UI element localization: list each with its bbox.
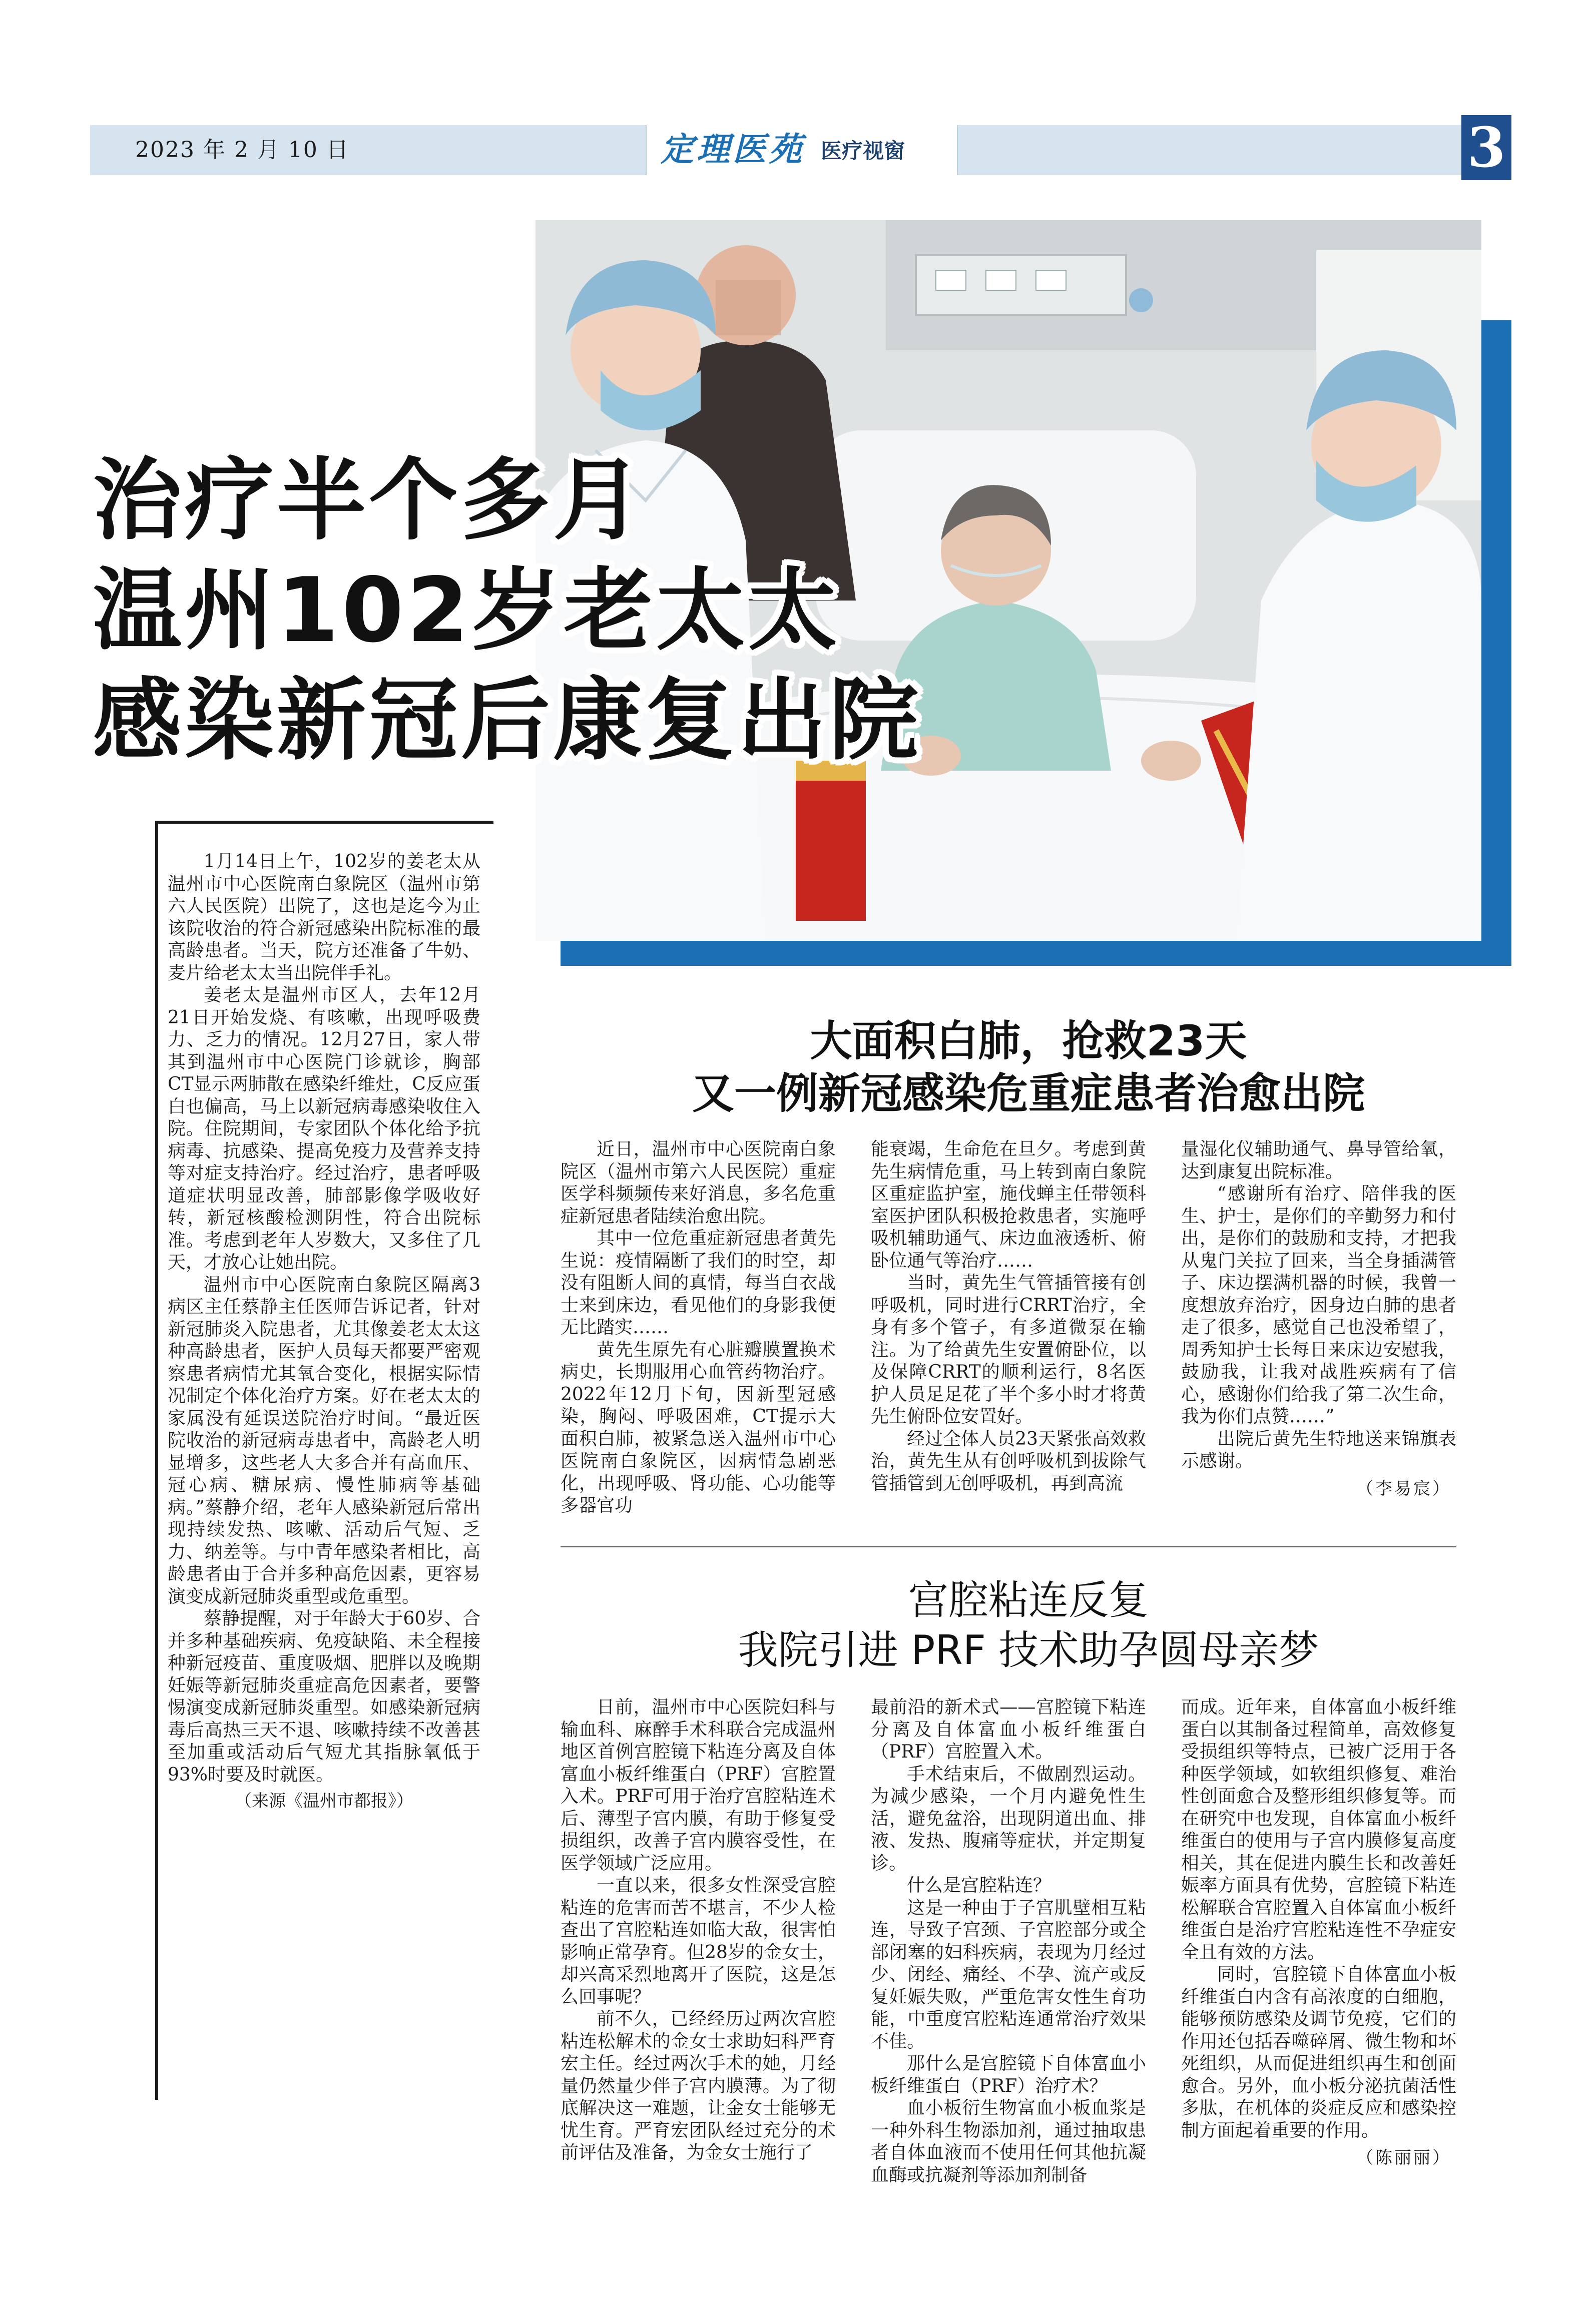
article2-column-1 [561, 1138, 836, 1517]
article3-column-3 [1181, 1696, 1456, 2169]
sidebar-paragraph: 蔡静提醒，对于年龄大于60岁、合并多种基础疾病、免疫缺陷、未全程接种新冠疫苗、重度吸烟、肥胖以及晚期妊娠等新冠肺炎重症高危因素者，要警惕演变成新冠肺炎重型。如感染新冠病毒后高热三天不退、咳嗽持续不改善甚至加重或活动后气短尤其指脉氧低于93%时要及时就医。 [168, 1608, 480, 1785]
sidebar-paragraph: 1月14日上午，102岁的姜老太从温州市中心医院南白象院区（温州市第六人民医院）出院了，这也是迄今为止该院收治的符合新冠感染出院标准的最高龄患者。当天，院方还准备了牛奶、麦片给老太太当出院伴手礼。 [168, 851, 480, 983]
article-divider [561, 1546, 1456, 1547]
sidebar-source: （来源《温州市都报》） [235, 1791, 413, 1811]
page-number: 3 [1467, 115, 1506, 180]
article3-title-line-1: 宫腔粘连反复 [908, 1577, 1149, 1623]
article2-column-3 [1181, 1138, 1456, 1500]
masthead-logo: 定理医苑 [661, 130, 805, 169]
issue-date: 2023 年 2 月 10 日 [135, 137, 349, 163]
article3-paragraph: 前不久，已经经历过两次宫腔粘连松解术的金女士求助妇科严育宏主任。经过两次手术的她，月经量仍然量少伴子宫内膜薄。为了彻底解决这一难题，让金女士能够无忧生育。严育宏团队经过充分的术前评估及准备，为金女士施行了 [561, 2009, 836, 2163]
article2-paragraph: “感谢所有治疗、陪伴我的医生、护士，是你们的辛勤努力和付出，是你们的鼓励和支持，才把我从鬼门关拉了回来，当全身插满管子、床边摆满机器的时候，我曾一度想放弃治疗，因身边白肺的患者走了很多，感觉自己也没希望了，周秀知护士长每日来床边安慰我，鼓励我，让我对战胜疾病有了信心，感谢你们给我了第二次生命，我为你们点赞……” [1181, 1184, 1456, 1427]
article2-title-line-2: 又一例新冠感染危重症患者治愈出院 [692, 1069, 1365, 1118]
article3-paragraph: 这是一种由于子宫肌壁相互粘连，导致子宫颈、子宫腔部分或全部闭塞的妇科疾病，表现为月经过少、闭经、痛经、不孕、流产或反复妊娠失败，严重危害女性生育功能，中重度宫腔粘连通常治疗效果不佳。 [871, 1897, 1146, 2052]
sidebar-article [168, 851, 480, 1813]
article3-paragraph: 一直以来，很多女性深受宫腔粘连的危害而苦不堪言，不少人检查出了宫腔粘连如临大敌，很害怕影响正常孕育。但28岁的金女士，却兴高采烈地离开了医院，这是怎么回事呢？ [561, 1875, 836, 2007]
article3-paragraph: 最前沿的新术式——宫腔镜下粘连分离及自体富血小板纤维蛋白（PRF）宫腔置入术。 [871, 1697, 1146, 1762]
article2-byline: （李易宸） [1356, 1478, 1451, 1499]
sidebar-paragraph: 姜老太是温州市区人，去年12月21日开始发烧、有咳嗽，出现呼吸费力、乏力的情况。12月27日，家人带其到温州市中心医院门诊就诊，胸部CT显示两肺散在感染纤维灶，C反应蛋白也偏高，马上以新冠病毒感染收住入院。住院期间，专家团队个体化给予抗病毒、抗感染、提高免疫力及营养支持等对症支持治疗。经过治疗，患者呼吸道症状明显改善，肺部影像学吸收好转，新冠核酸检测阴性，符合出院标准。考虑到老年人岁数大，又多住了几天，才放心让她出院。 [168, 985, 480, 1273]
article2-column-2 [871, 1138, 1146, 1495]
article2-paragraph: 当时，黄先生气管插管接有创呼吸机，同时进行CRRT治疗，全身有多个管子，有多道微泵在输注。为了给黄先生安置俯卧位，以及保障CRRT的顺利运行，8名医护人员足足花了半个多小时才将黄先生俯卧位安置好。 [871, 1273, 1146, 1427]
article2-paragraph: 出院后黄先生特地送来锦旗表示感谢。 [1181, 1428, 1456, 1471]
main-headline-line-1: 治疗半个多月 [93, 448, 645, 552]
article3-paragraph: 同时，宫腔镜下自体富血小板纤维蛋白内含有高浓度的白细胞，能够预防感染及调节免疫，它们的作用还包括吞噬碎屑、微生物和坏死组织，从而促进组织再生和创面愈合。另外，血小板分泌抗菌活性多肽，在机体的炎症反应和感染控制方面起着重要的作用。 [1181, 1964, 1456, 2141]
article3-subheading: 那什么是宫腔镜下自体富血小板纤维蛋白（PRF）治疗术？ [871, 2053, 1146, 2096]
article2-paragraph: 量湿化仪辅助通气、鼻导管给氧，达到康复出院标准。 [1181, 1139, 1456, 1182]
article3-paragraph: 日前，温州市中心医院妇科与输血科、麻醉手术科联合完成温州地区首例宫腔镜下粘连分离及自体富血小板纤维蛋白（PRF）宫腔置入术。PRF可用于治疗宫腔粘连术后、薄型子宫内膜，有助于修复受损组织，改善子宫内膜容受性，在医学领域广泛应用。 [561, 1697, 836, 1874]
article2-paragraph: 能衰竭，生命危在旦夕。考虑到黄先生病情危重，马上转到南白象院区重症监护室，施伐蝉主任带领科室医护团队积极抢救患者，实施呼吸机辅助通气、床边血液透析、俯卧位通气等治疗…… [871, 1139, 1146, 1271]
article2-paragraph: 其中一位危重症新冠患者黄先生说：疫情隔断了我们的时空，却没有阻断人间的真情，每当白衣战士来到床边，看见他们的身影我便无比踏实…… [561, 1228, 836, 1338]
main-headline-line-2: 温州102岁老太太 [93, 558, 840, 662]
article3-title-line-2: 我院引进 PRF 技术助孕圆母亲梦 [738, 1627, 1319, 1673]
article3-byline: （陈丽丽） [1356, 2148, 1451, 2168]
page-number-box [1461, 115, 1511, 180]
main-headline-line-3: 感染新冠后康复出院 [93, 669, 921, 772]
article3-paragraph: 手术结束后，不做剧烈运动。为减少感染，一个月内避免性生活，避免盆浴，出现阴道出血、排液、发热、腹痛等症状，并定期复诊。 [871, 1764, 1146, 1874]
section-name: 医疗视窗 [821, 139, 905, 163]
article2-title-line-1: 大面积白肺，抢救23天 [810, 1016, 1247, 1065]
article2-paragraph: 经过全体人员23天紧张高效救治，黄先生从有创呼吸机到拔除气管插管到无创呼吸机，再到高流 [871, 1428, 1146, 1494]
article2-paragraph: 近日，温州市中心医院南白象院区（温州市第六人民医院）重症医学科频频传来好消息，多名危重症新冠患者陆续治愈出院。 [561, 1139, 836, 1227]
article3-column-2 [871, 1696, 1146, 2186]
article3-paragraph: 而成。近年来，自体富血小板纤维蛋白以其制备过程简单，高效修复受损组织等特点，已被广泛用于各种医学领域，如软组织修复、难治性创面愈合及整形组织修复等。而在研究中也发现，自体富血小板纤维蛋白的使用与子宫内膜修复高度相关，其在促进内膜生长和改善妊娠率方面具有优势，宫腔镜下粘连松解联合宫腔置入自体富血小板纤维蛋白是治疗宫腔粘连性不孕症安全且有效的方法。 [1181, 1697, 1456, 1963]
sidebar-paragraph: 温州市中心医院南白象院区隔离3病区主任蔡静主任医师告诉记者，针对新冠肺炎入院患者，尤其像姜老太太这种高龄患者，医护人员每天都要严密观察患者病情尤其氧合变化，根据实际情况制定个体化治疗方案。好在老太太的家属没有延误送院治疗时间。“最近医院收治的新冠病毒患者中，高龄老人明显增多，这些老人大多合并有高血压、冠心病、糖尿病、慢性肺病等基础病。”蔡静介绍，老年人感染新冠后常出现持续发热、咳嗽、活动后气短、乏力、纳差等。与中青年感染者相比，高龄患者由于合并多种高危因素，更容易演变成新冠肺炎重型或危重型。 [168, 1274, 480, 1607]
article3-paragraph: 血小板衍生物富血小板血浆是一种外科生物添加剂，通过抽取患者自体血液而不使用任何其他抗凝血酶或抗凝剂等添加剂制备 [871, 2098, 1146, 2185]
article3-subheading: 什么是宫腔粘连？ [907, 1875, 1051, 1896]
article2-paragraph: 黄先生原先有心脏瓣膜置换术病史，长期服用心血管药物治疗。2022年12月下旬，因新型冠感染，胸闷、呼吸困难，CT提示大面积白肺，被紧急送入温州市中心医院南白象院区，因病情急剧恶化，出现呼吸、肾功能、心功能等多器官功 [561, 1339, 836, 1516]
article3-column-1 [561, 1696, 836, 2164]
